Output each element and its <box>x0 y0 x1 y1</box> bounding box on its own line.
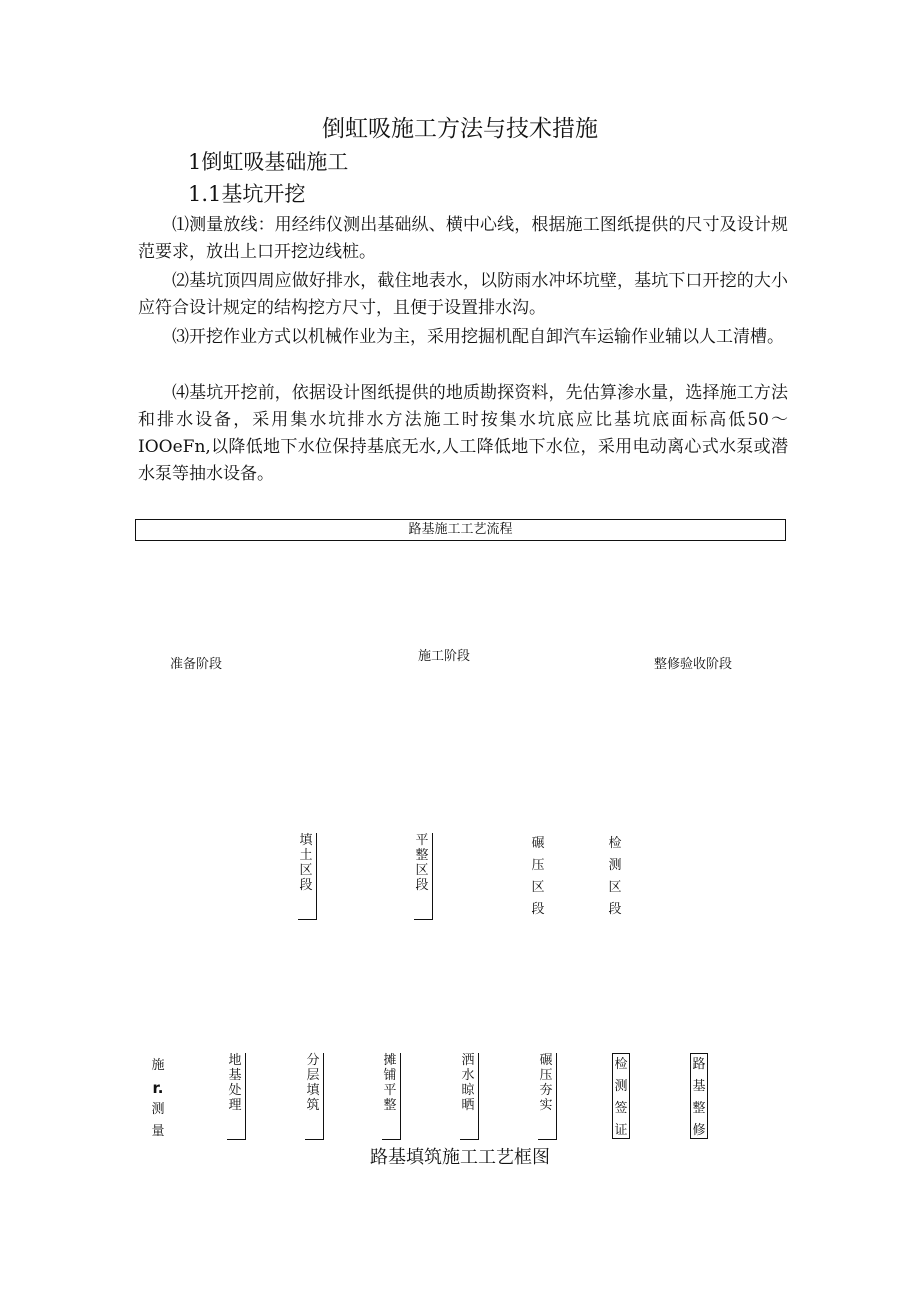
mid-item-fill: 填土区段 <box>298 833 317 920</box>
mid-item-level: 平整区段 <box>414 833 433 920</box>
paragraph-2: ⑵基坑顶四周应做好排水，截住地表水，以防雨水冲坏坑壁，基坑下口开挖的大小应符合设计规定的结构挖方尺寸，且便于设置排水沟。 <box>138 271 788 318</box>
flowchart-header: 路基施工工艺流程 <box>135 519 786 541</box>
stage-prepare: 准备阶段 <box>170 657 223 672</box>
subsection-heading: 1.1基坑开挖 <box>188 182 306 206</box>
bottom-item-inspect: 检测签证 <box>612 1053 630 1139</box>
document-title: 倒虹吸施工方法与技术措施 <box>322 116 598 142</box>
mid-item-check: 检测区段 <box>608 836 622 917</box>
paragraph-3: ⑶开挖作业方式以机械作业为主，采用挖掘机配自卸汽车运输作业辅以人工清槽。 <box>172 327 784 347</box>
paragraph-4: ⑷基坑开挖前，依据设计图纸提供的地质勘探资料，先估算渗水量，选择施工方法和排水设备，采用集水坑排水方法施工时按集水坑底应比基坑底面标高低50～IOOeFn,以降低地下水位保持基底无水,人工降低地下水位，采用电动离心式水泵或潜水泵等抽水设备。 <box>138 383 788 484</box>
bottom-item-layer-fill: 分层填筑 <box>305 1053 324 1140</box>
bottom-item-spread: 摊铺平整 <box>382 1053 401 1140</box>
survey-item: 施 r. 测 量 <box>151 1058 165 1139</box>
bottom-item-compact: 碾压夯实 <box>538 1053 557 1140</box>
bottom-item-water: 洒水晾晒 <box>460 1053 479 1140</box>
paragraph-1: ⑴测量放线：用经纬仪测出基础纵、横中心线，根据施工图纸提供的尺寸及设计规范要求，放出上口开挖边线桩。 <box>138 215 788 262</box>
bottom-item-repair: 路基整修 <box>690 1053 708 1139</box>
section-heading: 1倒虹吸基础施工 <box>188 150 349 174</box>
stage-acceptance: 整修验收阶段 <box>654 657 733 672</box>
mid-item-compact: 碾压区段 <box>531 836 545 917</box>
stage-construction: 施工阶段 <box>418 649 471 664</box>
flowchart-caption: 路基填筑施工工艺框图 <box>370 1147 550 1168</box>
bottom-item-foundation: 地基处理 <box>227 1053 246 1140</box>
